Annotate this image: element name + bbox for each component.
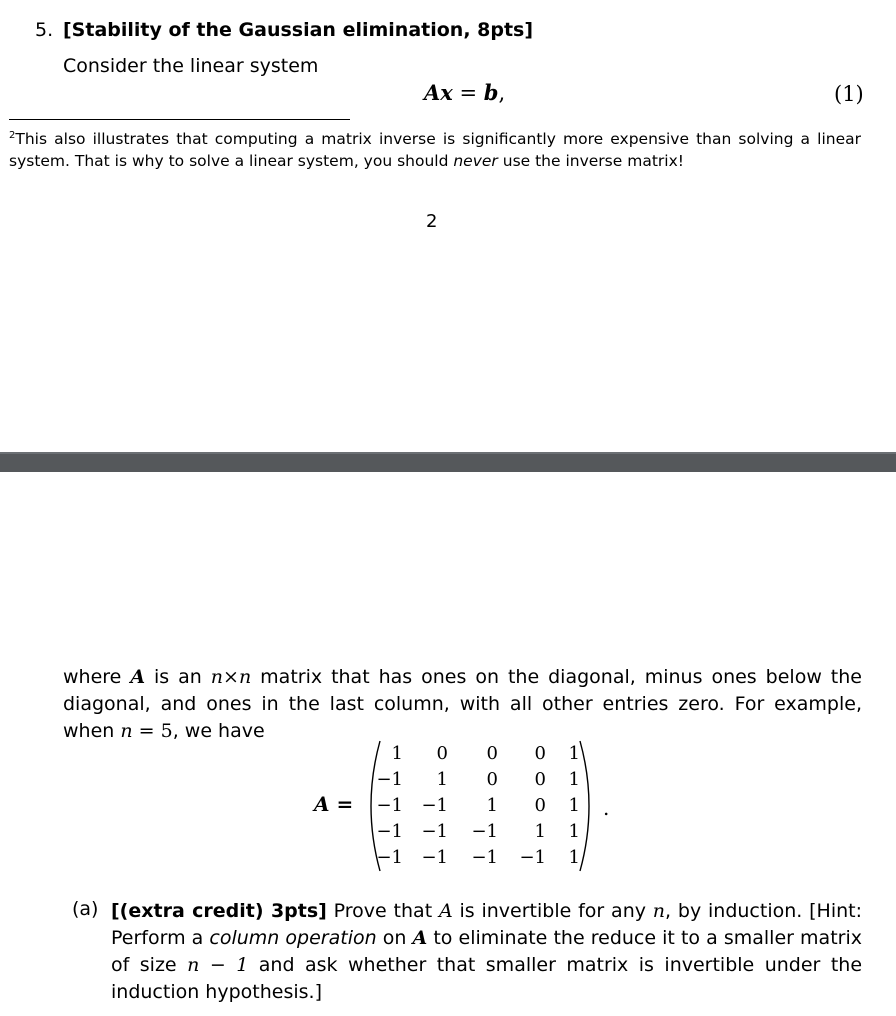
equation-ax-b — [424, 80, 505, 105]
matrix-description: where A is an n×n matrix that has ones on the diagonal, minus ones below the diagonal, and ones in the last column, with all other entries zero. For example, when n = 5, we have — [63, 666, 862, 742]
equation-comma: , — [498, 81, 506, 105]
matrix-cell: 1 — [568, 795, 580, 816]
matrix-cell: −1 — [376, 769, 403, 790]
matrix-cell: 0 — [534, 795, 546, 816]
matrix-cell: −1 — [376, 795, 403, 816]
matrix-cell: −1 — [421, 795, 448, 816]
matrix-row — [372, 741, 594, 767]
matrix-row — [372, 767, 594, 793]
matrix-cell: 1 — [568, 821, 580, 842]
matrix-cell: 1 — [568, 769, 580, 790]
footnote-rule — [9, 119, 350, 120]
page-number: 2 — [426, 211, 438, 232]
equation-equals: = — [452, 81, 484, 105]
matrix-row — [372, 819, 594, 845]
matrix-cell: 0 — [534, 769, 546, 790]
matrix-cell: 1 — [436, 769, 448, 790]
matrix-row — [372, 793, 594, 819]
matrix-cell: −1 — [376, 821, 403, 842]
matrix-lhs-label: A = — [314, 792, 354, 816]
matrix-cell: 1 — [568, 743, 580, 764]
page-separator — [0, 452, 896, 472]
intro-text: Consider the linear system — [63, 55, 319, 77]
matrix-cell: 1 — [568, 847, 580, 868]
matrix-grid — [372, 741, 594, 871]
matrix-cell: −1 — [471, 847, 498, 868]
footnote-text-before: This also illustrates that computing a matrix inverse is significantly more expensive than solving a linear system. That is why to solve a linear system, you should — [9, 130, 861, 170]
footnote — [9, 125, 861, 172]
problem-number: 5. — [35, 19, 54, 41]
matrix-row — [372, 845, 594, 871]
matrix-cell: −1 — [421, 847, 448, 868]
matrix-cell: −1 — [421, 821, 448, 842]
matrix-cell: 1 — [534, 821, 546, 842]
equation-vector-b: b — [483, 80, 499, 105]
footnote-marker: 2 — [9, 130, 16, 141]
part-a-label: (a) — [72, 898, 99, 920]
equation-number: (1) — [834, 82, 864, 106]
part-a-text: [(extra credit) 3pts] Prove that A is invertible for any n, by induction. [Hint: Perform a column operation on A to eliminate the reduce it to a smaller matrix of size n − 1 and ask whether that smaller matrix is invertible under the induction hypothesis.] — [111, 900, 863, 1003]
problem-heading: [Stability of the Gaussian elimination, 8pts] — [63, 19, 534, 41]
matrix-cell: −1 — [471, 821, 498, 842]
matrix-cell: 0 — [486, 743, 498, 764]
footnote-emphasis: never — [453, 152, 498, 170]
matrix-cell: 0 — [436, 743, 448, 764]
equation-matrix-a: A — [424, 80, 441, 105]
matrix-cell: 0 — [534, 743, 546, 764]
matrix-cell: 0 — [486, 769, 498, 790]
matrix-cell: −1 — [519, 847, 546, 868]
equation-vector-x: x — [440, 80, 453, 105]
footnote-text-after: use the inverse matrix! — [497, 152, 684, 170]
matrix-period: . — [603, 796, 610, 820]
matrix-cell: 1 — [391, 743, 403, 764]
matrix-cell: −1 — [376, 847, 403, 868]
matrix-cell: 1 — [486, 795, 498, 816]
